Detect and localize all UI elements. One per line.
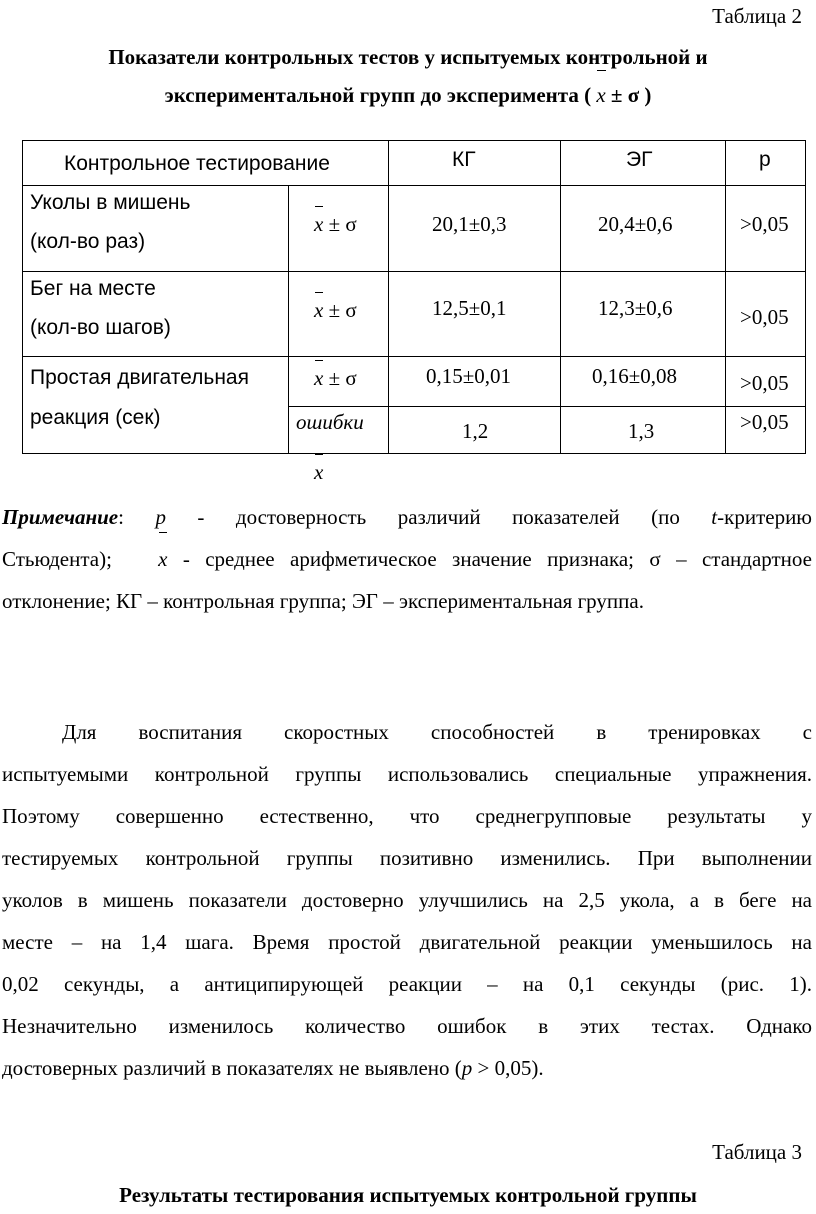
paragraph-p: р — [461, 1056, 473, 1080]
xbar-symbol: x — [596, 76, 605, 114]
note-p: р — [155, 505, 166, 529]
row1-name-line1: Уколы в мишень — [30, 191, 191, 214]
table-line — [22, 356, 806, 357]
note-line1 — [2, 496, 812, 538]
table-line — [22, 140, 23, 453]
note-text: : — [118, 505, 156, 529]
header-p: р — [759, 148, 771, 171]
row2-p: >0,05 — [740, 305, 789, 329]
row3-sub-stat: ошибки — [296, 410, 364, 434]
table2-title-text: экспериментальной групп до эксперимента ( — [164, 83, 592, 107]
paragraph-line: Для воспитания скоростных способностей в тренировках с — [62, 720, 812, 744]
note-line2 — [2, 538, 812, 580]
stat-pm: ± σ — [328, 366, 357, 390]
row1-kg: 20,1±0,3 — [432, 212, 507, 236]
paragraph-text: > 0,05). — [472, 1056, 544, 1080]
note — [2, 496, 812, 622]
row2-eg: 12,3±0,6 — [598, 296, 673, 320]
stray-xbar — [314, 460, 323, 485]
paragraph-line: испытуемыми контрольной группы использовались специальные упражнения. — [2, 762, 812, 786]
paragraph-text: достоверных различий в показателях не выявлено ( — [2, 1056, 462, 1080]
table-line — [288, 406, 806, 407]
xbar-symbol: x — [314, 212, 324, 236]
note-text: - достоверность различий показателей (по — [165, 505, 712, 529]
xbar-symbol: x — [314, 366, 324, 390]
row3-name-line2: реакция (сек) — [30, 406, 161, 429]
row3-sub-eg: 1,3 — [628, 419, 655, 443]
paragraph-line: Поэтому совершенно естественно, что среднегрупповые результаты у — [2, 804, 812, 828]
table-line — [22, 140, 806, 141]
paragraph-line: 0,02 секунды, а антиципирующей реакции – на 0,1 секунды (рис. 1). — [2, 972, 812, 996]
table3-label: Таблица 3 — [712, 1140, 802, 1164]
row1-eg: 20,4±0,6 — [598, 212, 673, 236]
row3-sub-kg: 1,2 — [462, 419, 489, 443]
paragraph-line: месте – на 1,4 шага. Время простой двигательной реакции уменьшилось на — [2, 930, 812, 954]
row3-p: >0,05 — [740, 371, 789, 395]
row2-name-line1: Бег на месте — [30, 277, 156, 300]
table2-title-line2 — [0, 76, 816, 114]
table-line — [22, 185, 806, 186]
header-test: Контрольное тестирование — [64, 152, 330, 175]
paragraph-line: уколов в мишень показатели достоверно улучшились на 2,5 укола, а в беге на — [2, 888, 812, 912]
note-label: Примечание — [2, 505, 119, 529]
row2-stat — [314, 298, 357, 323]
table-line — [560, 140, 561, 453]
paragraph-line: тестируемых контрольной группы позитивно изменились. При выполнении — [2, 846, 812, 870]
row1-p: >0,05 — [740, 212, 789, 236]
note-text: -критерию — [717, 505, 812, 529]
table3-title: Результаты тестирования испытуемых контрольной группы — [119, 1183, 697, 1207]
note-line3: отклонение; КГ – контрольная группа; ЭГ – экспериментальная группа. — [2, 589, 644, 613]
table-line — [288, 185, 289, 453]
table-line — [22, 271, 806, 272]
row2-kg: 12,5±0,1 — [432, 296, 507, 320]
table-line — [22, 453, 806, 454]
table-line — [725, 140, 726, 453]
stat-pm: ± σ — [328, 298, 357, 322]
stat-pm: ± σ — [328, 212, 357, 236]
xbar-symbol: x — [158, 538, 167, 580]
row3-sub-p: >0,05 — [740, 410, 789, 434]
table2-title-line1: Показатели контрольных тестов у испытуемых контрольной и — [108, 45, 708, 69]
row1-name-line2: (кол-во раз) — [30, 230, 146, 253]
xbar-symbol: x — [314, 298, 324, 322]
header-kg: КГ — [452, 148, 476, 171]
main-paragraph — [2, 711, 812, 1089]
xbar-symbol: x — [314, 460, 324, 484]
row3-stat — [314, 366, 357, 391]
note-text: Стьюдента); — [2, 547, 112, 571]
table-line — [805, 140, 806, 453]
note-t: t — [711, 505, 718, 529]
paragraph-line: Незначительно изменилось количество ошибок в этих тестах. Однако — [2, 1014, 812, 1038]
row3-eg: 0,16±0,08 — [592, 364, 678, 388]
header-eg: ЭГ — [626, 148, 653, 171]
paragraph-last-line — [2, 1047, 812, 1089]
row2-name-line2: (кол-во шагов) — [30, 316, 171, 339]
row3-kg: 0,15±0,01 — [426, 364, 512, 388]
table2-title-pm: ± σ ) — [610, 83, 652, 107]
note-text: - среднее арифметическое значение признака; σ – стандартное — [167, 547, 813, 571]
row1-stat — [314, 212, 357, 237]
table-line — [388, 140, 389, 453]
table2-label: Таблица 2 — [712, 4, 802, 28]
row3-name-line1: Простая двигательная — [30, 366, 249, 389]
